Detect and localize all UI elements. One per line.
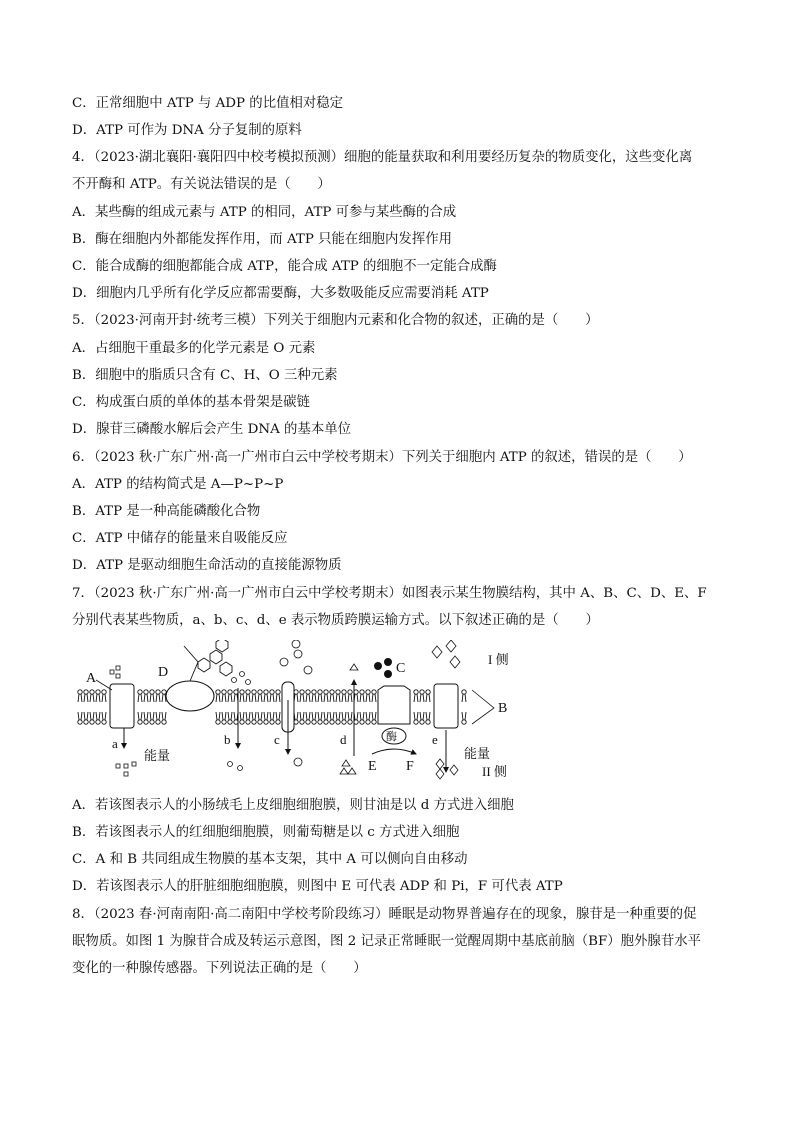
- lipid-tail: [300, 694, 304, 702]
- lipid-head: [462, 720, 466, 724]
- circles-top: [232, 672, 251, 685]
- question-7-stem-cont: 分别代表某些物质，a、b、c、d、e 表示物质跨膜运输方式。以下叙述正确的是（ ）: [72, 613, 599, 628]
- lipid-head: [222, 720, 226, 724]
- lipid-head: [300, 690, 304, 694]
- lipid-head: [246, 720, 250, 724]
- label-b: B: [498, 701, 508, 716]
- lipid-head: [228, 720, 232, 724]
- lipid-tail: [258, 694, 262, 702]
- label-e-transport: e: [432, 732, 438, 747]
- lipid-tail: [300, 712, 304, 720]
- lipid-head: [96, 690, 100, 694]
- lipid-tail: [372, 712, 376, 720]
- lipid-tail: [372, 694, 376, 702]
- protein-enzyme-carrier: [378, 686, 410, 724]
- label-a-transport: a: [112, 736, 118, 751]
- lipid-tail: [276, 694, 280, 702]
- small-squares-bottom: [116, 762, 136, 776]
- lipid-head: [84, 690, 88, 694]
- question-4-stem-cont: 不开酶和 ATP。有关说法错误的是（ ）: [72, 177, 331, 192]
- lipid-tail: [138, 694, 142, 702]
- lipid-head: [150, 720, 154, 724]
- lipid-tail: [336, 694, 340, 702]
- lipid-tail: [414, 694, 418, 702]
- option-c-q5: C．构成蛋白质的单体的基本骨架是碳链: [72, 395, 310, 410]
- option-c-q4: C．能合成酶的细胞都能合成 ATP，能合成 ATP 的细胞不一定能合成酶: [72, 259, 497, 274]
- lipid-head: [240, 720, 244, 724]
- star-molecule-bottom: [294, 758, 302, 766]
- lipid-tail: [330, 694, 334, 702]
- lipid-head: [138, 690, 142, 694]
- lipid-tail: [258, 712, 262, 720]
- protein-e-carrier: [434, 684, 458, 728]
- lipid-tail: [420, 712, 424, 720]
- lipid-head: [342, 690, 346, 694]
- label-energy-2: 能量: [464, 746, 491, 761]
- lipid-tail: [348, 694, 352, 702]
- lipid-tail: [78, 694, 82, 702]
- lipid-head: [414, 720, 418, 724]
- small-squares-top: [110, 666, 120, 678]
- lipid-tail: [162, 694, 166, 702]
- lipid-head: [162, 690, 166, 694]
- lipid-tail: [144, 694, 148, 702]
- lipid-tail: [318, 694, 322, 702]
- question-8-stem-cont: 眠物质。如图 1 为腺苷合成及转运示意图，图 2 记录正常睡眠一觉醒周期中基底前脑（BF）胞外腺苷水平: [72, 934, 701, 949]
- lipid-head: [96, 720, 100, 724]
- option-d-q4: D．细胞内几乎所有化学反应都需要酶，大多数吸能反应需要消耗 ATP: [72, 286, 489, 301]
- triangle-top: [350, 664, 358, 670]
- lipid-head: [156, 720, 160, 724]
- lipid-head: [264, 720, 268, 724]
- lipid-tail: [426, 712, 430, 720]
- lipid-tail: [96, 694, 100, 702]
- label-side-2: II 侧: [482, 764, 507, 779]
- lipid-tail: [330, 712, 334, 720]
- lipid-tail: [270, 694, 274, 702]
- lipid-head: [372, 690, 376, 694]
- lipid-tail: [228, 712, 232, 720]
- lipid-head: [300, 720, 304, 724]
- option-b-q5: B．细胞中的脂质只含有 C、H、O 三种元素: [72, 368, 338, 383]
- lipid-tail: [354, 694, 358, 702]
- option-c-q3: C．正常细胞中 ATP 与 ADP 的比值相对稳定: [72, 96, 344, 111]
- lipid-tail: [252, 694, 256, 702]
- lipid-tail: [84, 694, 88, 702]
- lipid-tail: [96, 712, 100, 720]
- lipid-tail: [348, 712, 352, 720]
- lipid-head: [420, 690, 424, 694]
- option-c-q7: C．A 和 B 共同组成生物膜的基本支架，其中 A 可以侧向自由移动: [72, 852, 468, 867]
- lipid-tail: [90, 712, 94, 720]
- lipid-head: [102, 690, 106, 694]
- lipid-tail: [156, 712, 160, 720]
- lipid-tail: [366, 694, 370, 702]
- question-8-stem: 8．（2023 春·河南南阳·高二南阳中学校考阶段练习）睡眠是动物界普遍存在的现象，腺苷是一种重要的促: [72, 907, 697, 922]
- lipid-head: [330, 720, 334, 724]
- lipid-head: [360, 690, 364, 694]
- lipid-head: [252, 720, 256, 724]
- membrane-diagram: [72, 640, 732, 790]
- option-a-q5: A．占细胞干重最多的化学元素是 O 元素: [72, 341, 316, 356]
- lipid-tail: [294, 694, 298, 702]
- lipid-tail: [240, 694, 244, 702]
- lipid-tail: [276, 712, 280, 720]
- glycan-chain: [184, 640, 232, 681]
- lipid-head: [276, 720, 280, 724]
- lipid-head: [84, 720, 88, 724]
- lipid-tail: [222, 694, 226, 702]
- lipid-head: [216, 720, 220, 724]
- option-a-q4: A．某些酶的组成元素与 ATP 的相同，ATP 可参与某些酶的合成: [72, 205, 457, 220]
- label-e: E: [368, 759, 377, 774]
- lipid-head: [228, 690, 232, 694]
- option-d-q3: D．ATP 可作为 DNA 分子复制的原料: [72, 123, 302, 138]
- diamonds-bottom: [436, 759, 458, 779]
- lipid-tail: [342, 712, 346, 720]
- lipid-head: [78, 720, 82, 724]
- lipid-tail: [150, 712, 154, 720]
- lipid-head: [336, 690, 340, 694]
- lipid-head: [216, 690, 220, 694]
- label-d: D: [158, 665, 169, 680]
- protein-a-channel: [110, 684, 134, 728]
- lipid-head: [426, 720, 430, 724]
- lipid-tail: [270, 712, 274, 720]
- lipid-tail: [138, 712, 142, 720]
- lipid-tail: [414, 712, 418, 720]
- lipid-tail: [420, 694, 424, 702]
- lipid-tail: [294, 712, 298, 720]
- lipid-head: [318, 720, 322, 724]
- option-d-q5: D．腺苷三磷酸水解后会产生 DNA 的基本单位: [72, 422, 352, 437]
- lipid-tail: [246, 694, 250, 702]
- label-side-1: I 侧: [488, 652, 509, 667]
- lipid-head: [102, 720, 106, 724]
- lipid-tail: [216, 694, 220, 702]
- lipid-tail: [324, 712, 328, 720]
- triangles-bottom: [340, 760, 356, 774]
- lipid-tail: [234, 694, 238, 702]
- lipid-head: [360, 720, 364, 724]
- lipid-head: [276, 690, 280, 694]
- label-d-transport: d: [340, 732, 347, 747]
- question-6-stem: 6．（2023 秋·广东广州·高一广州市白云中学校考期末）下列关于细胞内 ATP 的叙述，错误的是（ ）: [72, 450, 692, 465]
- option-a-q7: A．若该图表示人的小肠绒毛上皮细胞细胞膜，则甘油是以 d 方式进入细胞: [72, 798, 514, 813]
- label-enzyme: 酶: [386, 731, 397, 743]
- lipid-head: [318, 690, 322, 694]
- lipid-tail: [84, 712, 88, 720]
- lipid-head: [240, 690, 244, 694]
- lipid-head: [270, 690, 274, 694]
- lipid-tail: [252, 712, 256, 720]
- lipid-tail: [222, 712, 226, 720]
- lipid-head: [306, 720, 310, 724]
- lipid-head: [462, 690, 466, 694]
- option-d-q6: D．ATP 是驱动细胞生命活动的直接能源物质: [72, 558, 342, 573]
- label-f: F: [406, 759, 414, 774]
- label-energy-1: 能量: [144, 748, 171, 763]
- label-b-transport: b: [224, 732, 231, 747]
- lipid-tail: [360, 694, 364, 702]
- circles-bottom: [228, 762, 243, 771]
- lipid-head: [258, 720, 262, 724]
- lipid-head: [414, 690, 418, 694]
- lipid-head: [330, 690, 334, 694]
- lipid-tail: [366, 712, 370, 720]
- option-d-q7: D．若该图表示人的肝脏细胞细胞膜，则图中 E 可代表 ADP 和 Pi，F 可代表 ATP: [72, 879, 563, 894]
- lipid-head: [264, 690, 268, 694]
- lipid-tail: [162, 712, 166, 720]
- lipid-tail: [102, 712, 106, 720]
- lipid-tail: [228, 694, 232, 702]
- lipid-head: [90, 690, 94, 694]
- lipid-tail: [312, 712, 316, 720]
- lipid-head: [150, 690, 154, 694]
- lipid-tail: [312, 694, 316, 702]
- protein-d-glycoprotein: [166, 681, 214, 711]
- lipid-tail: [318, 712, 322, 720]
- lipid-tail: [306, 694, 310, 702]
- question-4-stem: 4．（2023·湖北襄阳·襄阳四中校考模拟预测）细胞的能量获取和利用要经历复杂的物质变化，这些变化离: [72, 150, 693, 165]
- lipid-tail: [144, 712, 148, 720]
- lipid-head: [366, 720, 370, 724]
- lipid-tail: [78, 712, 82, 720]
- lipid-head: [324, 690, 328, 694]
- lipid-tail: [342, 694, 346, 702]
- lipid-head: [246, 690, 250, 694]
- lipid-tail: [462, 694, 466, 702]
- lipid-tail: [246, 712, 250, 720]
- lipid-tail: [462, 712, 466, 720]
- lipid-head: [270, 720, 274, 724]
- lipid-head: [336, 720, 340, 724]
- question-8-stem-end: 变化的一种腺传感器。下列说法正确的是（ ）: [72, 961, 367, 976]
- lipid-head: [144, 690, 148, 694]
- lipid-head: [312, 690, 316, 694]
- lipid-tail: [102, 694, 106, 702]
- question-7-stem: 7．（2023 秋·广东广州·高一广州市白云中学校考期末）如图表示某生物膜结构，其中 A、B、C、D、E、F: [72, 586, 707, 601]
- lipid-head: [156, 690, 160, 694]
- lipid-head: [342, 720, 346, 724]
- lipid-head: [78, 690, 82, 694]
- lipid-head: [372, 720, 376, 724]
- lipid-tail: [360, 712, 364, 720]
- lipid-head: [306, 690, 310, 694]
- lipid-tail: [216, 712, 220, 720]
- option-b-q4: B．酶在细胞内外都能发挥作用，而 ATP 只能在细胞内发挥作用: [72, 232, 452, 247]
- lipid-head: [144, 720, 148, 724]
- lipid-tail: [354, 712, 358, 720]
- lipid-tail: [156, 694, 160, 702]
- lipid-head: [138, 720, 142, 724]
- lipid-head: [366, 690, 370, 694]
- lipid-head: [312, 720, 316, 724]
- lipid-head: [348, 690, 352, 694]
- star-molecules-top: [280, 640, 312, 674]
- lipid-tail: [426, 694, 430, 702]
- lipid-head: [258, 690, 262, 694]
- lipid-head: [420, 720, 424, 724]
- label-c-transport: c: [274, 732, 280, 747]
- lipid-head: [252, 690, 256, 694]
- lipid-tail: [264, 712, 268, 720]
- lipid-tail: [264, 694, 268, 702]
- lipid-tail: [234, 712, 238, 720]
- lipid-head: [324, 720, 328, 724]
- option-c-q6: C．ATP 中储存的能量来自吸能反应: [72, 531, 288, 546]
- option-b-q6: B．ATP 是一种高能磷酸化合物: [72, 504, 261, 519]
- option-a-q6: A．ATP 的结构简式是 A—P~P~P: [72, 477, 284, 492]
- lipid-tail: [90, 694, 94, 702]
- label-c: C: [396, 661, 406, 676]
- lipid-head: [348, 720, 352, 724]
- diamonds-top: [432, 640, 460, 668]
- question-5-stem: 5．（2023·河南开封·统考三模）下列关于细胞内元素和化合物的叙述，正确的是（ ）: [72, 313, 599, 328]
- lipid-head: [162, 720, 166, 724]
- lipid-tail: [150, 694, 154, 702]
- lipid-head: [222, 690, 226, 694]
- molecule-c: [374, 658, 392, 678]
- label-a: A: [86, 671, 97, 686]
- option-b-q7: B．若该图表示人的红细胞细胞膜，则葡萄糖是以 c 方式进入细胞: [72, 825, 460, 840]
- lipid-tail: [240, 712, 244, 720]
- lipid-head: [90, 720, 94, 724]
- lipid-head: [426, 690, 430, 694]
- lipid-tail: [306, 712, 310, 720]
- lipid-tail: [324, 694, 328, 702]
- lipid-tail: [336, 712, 340, 720]
